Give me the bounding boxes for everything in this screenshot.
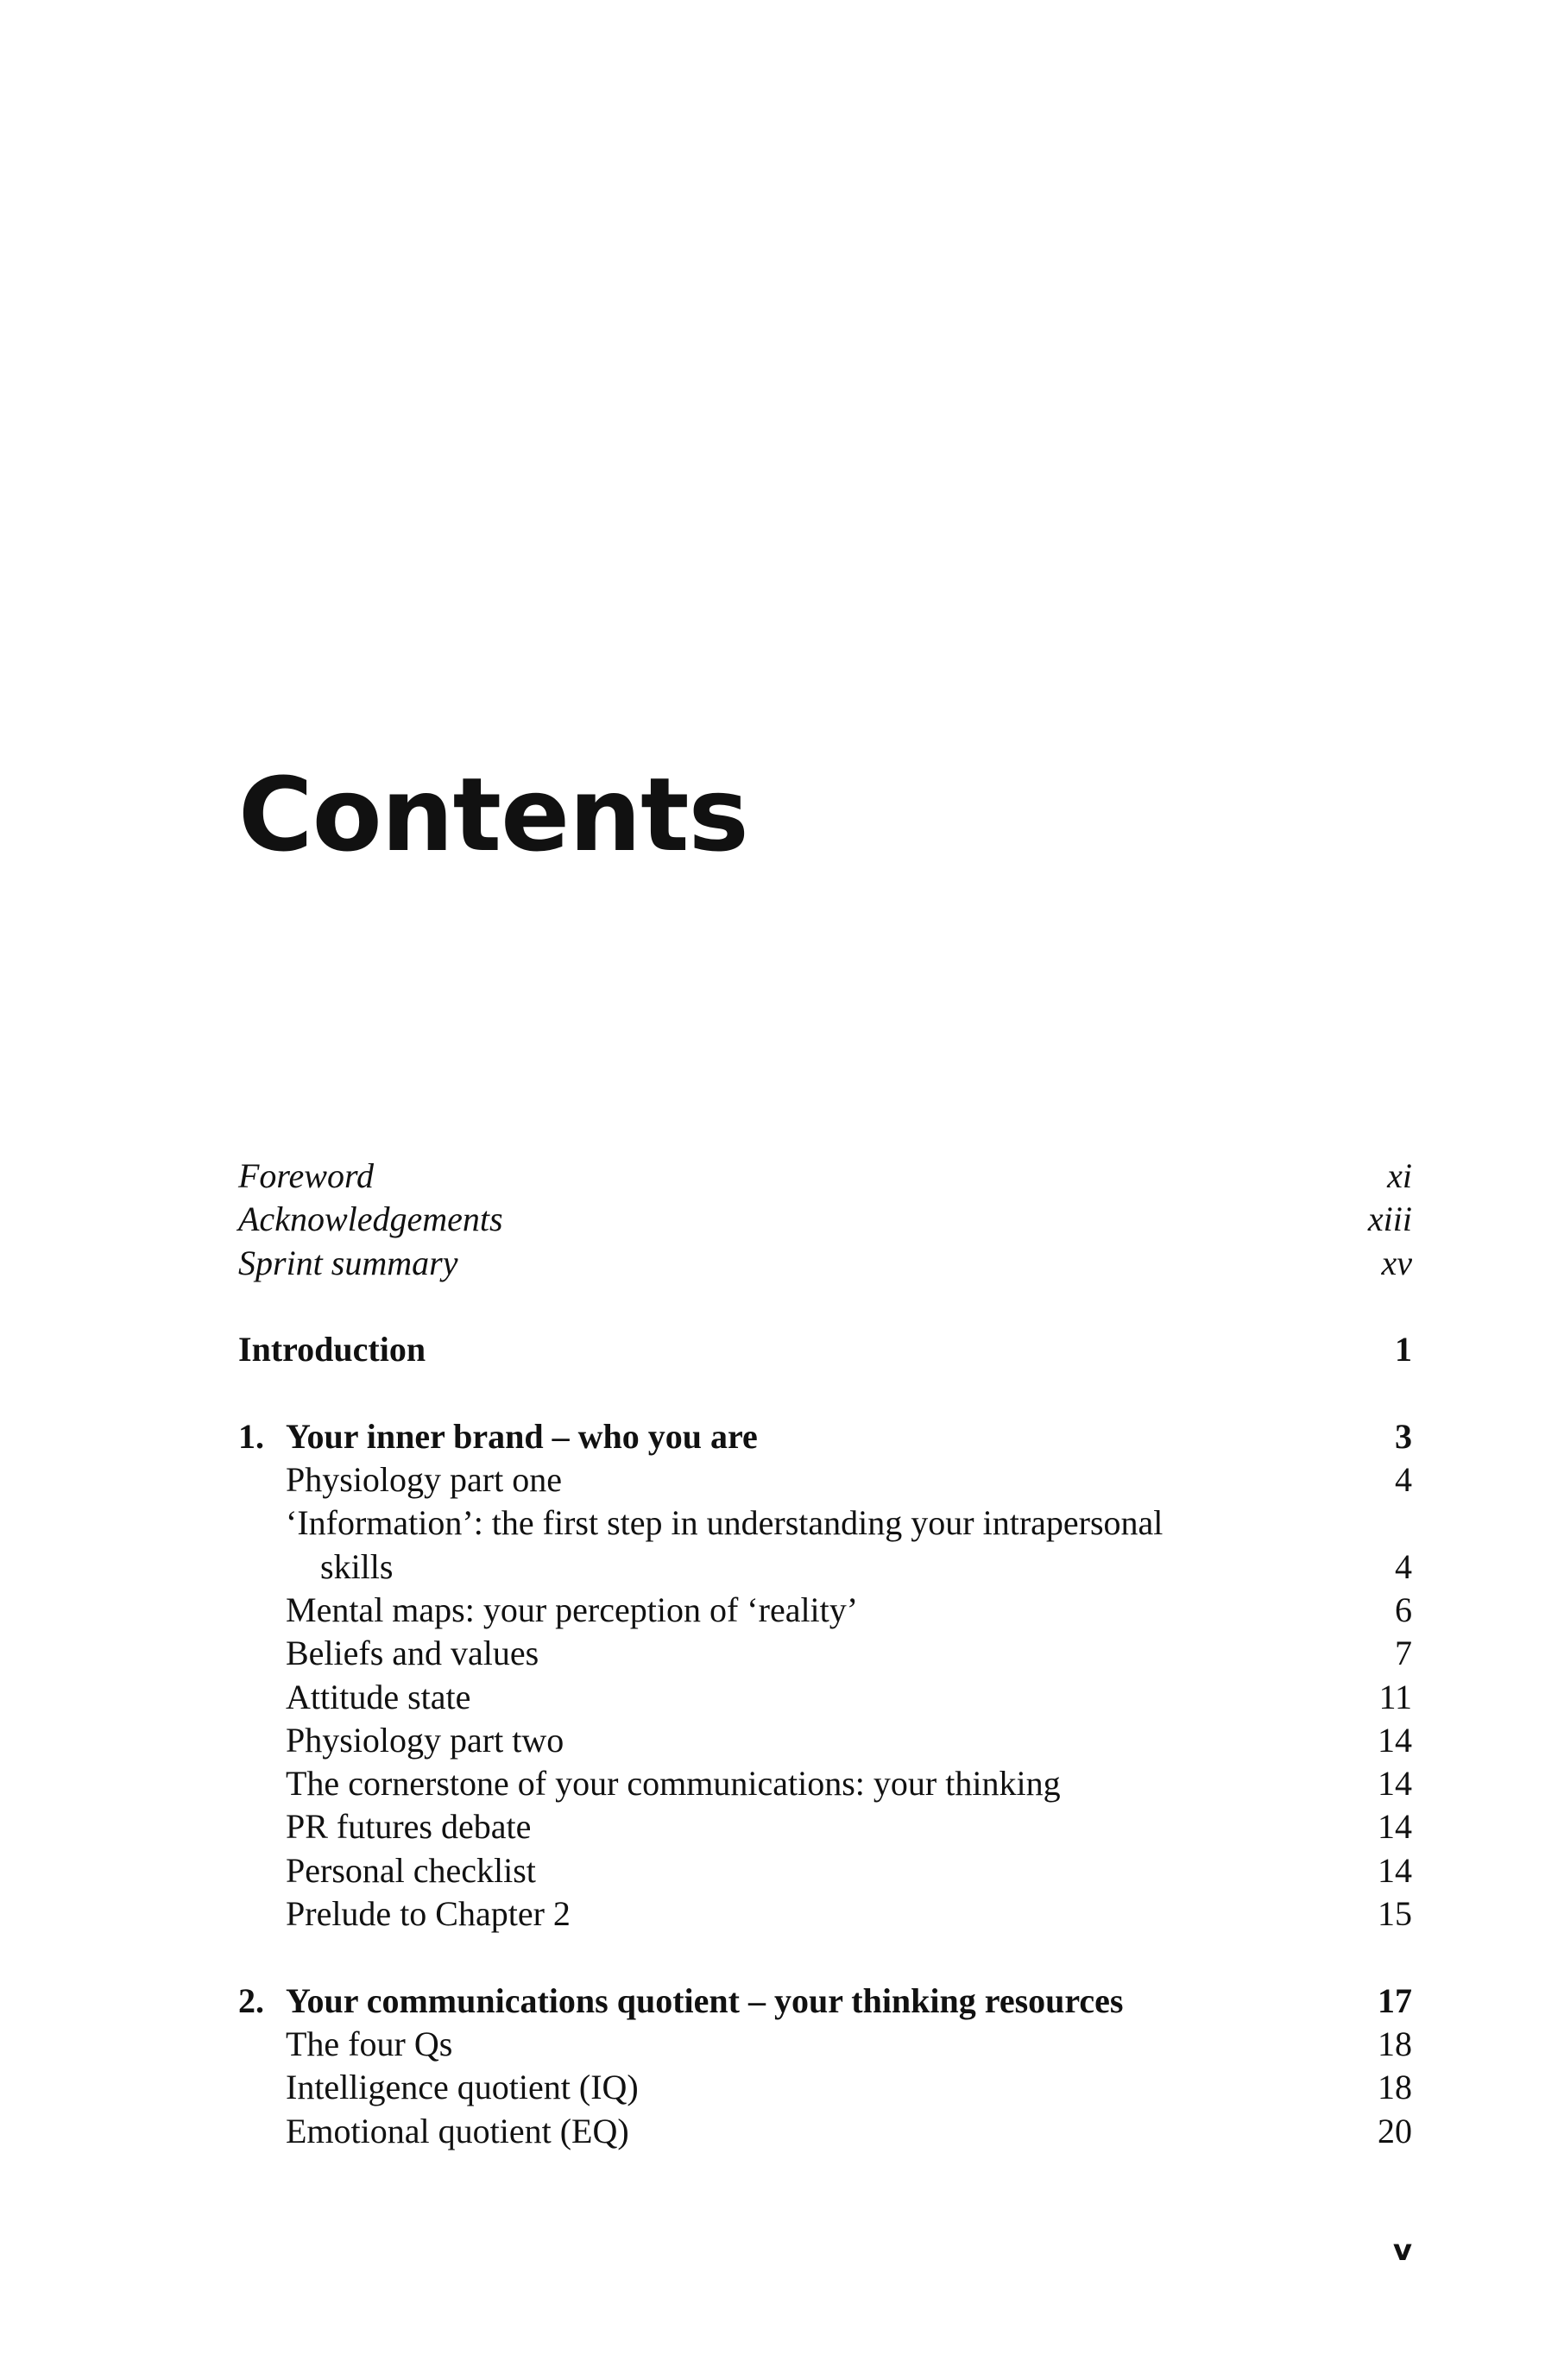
toc-section[interactable]: [238, 1676, 1412, 1719]
chapter-page: 3: [1395, 1416, 1412, 1456]
toc-section[interactable]: [238, 1719, 1412, 1762]
toc-entry-label: Introduction: [238, 1330, 426, 1369]
toc-section[interactable]: [238, 1502, 1412, 1545]
section-page: 14: [1378, 1850, 1412, 1890]
toc-section[interactable]: [238, 1632, 1412, 1675]
table-of-contents: [238, 1155, 1412, 2153]
section-title: Mental maps: your perception of ‘reality’: [286, 1590, 859, 1629]
section-page: 4: [1395, 1460, 1412, 1500]
section-title: Physiology part one: [286, 1460, 562, 1500]
section-page: 4: [1395, 1546, 1412, 1586]
chapter-number: 1.: [238, 1416, 264, 1456]
page-number: v: [1392, 2233, 1412, 2268]
spacer: [238, 1936, 1412, 1979]
section-page: 14: [1378, 1720, 1412, 1760]
toc-entry-sprint-summary[interactable]: [238, 1242, 1412, 1285]
chapter-title: Your communications quotient – your thinking resources: [286, 1980, 1124, 2020]
chapter-number: 2.: [238, 1980, 264, 2020]
toc-entry-label: Acknowledgements: [238, 1199, 503, 1239]
toc-section-continuation[interactable]: [238, 1546, 1412, 1589]
toc-section[interactable]: [238, 1458, 1412, 1502]
section-page: 20: [1378, 2111, 1412, 2150]
toc-entry-introduction[interactable]: [238, 1328, 1412, 1371]
toc-entry-label: Sprint summary: [238, 1243, 458, 1282]
section-page: 14: [1378, 1764, 1412, 1804]
toc-entry-page: xi: [1387, 1156, 1412, 1195]
page-title: Contents: [238, 755, 748, 874]
section-title: The cornerstone of your communications: your thinking: [286, 1764, 1061, 1804]
section-title: Intelligence quotient (IQ): [286, 2068, 639, 2107]
chapter-title: Your inner brand – who you are: [286, 1416, 758, 1456]
section-title: PR futures debate: [286, 1807, 532, 1847]
section-title: Beliefs and values: [286, 1634, 539, 1673]
spacer: [238, 1371, 1412, 1414]
toc-section[interactable]: [238, 1892, 1412, 1936]
toc-section[interactable]: [238, 1805, 1412, 1848]
section-title: Personal checklist: [286, 1850, 536, 1890]
toc-chapter-1[interactable]: [238, 1415, 1412, 1458]
chapter-page: 17: [1378, 1980, 1412, 2020]
toc-entry-page: xv: [1381, 1243, 1412, 1282]
toc-section[interactable]: [238, 1849, 1412, 1892]
section-page: 7: [1395, 1634, 1412, 1673]
section-title: The four Qs: [286, 2024, 453, 2063]
section-title: Attitude state: [286, 1677, 471, 1716]
toc-entry-foreword[interactable]: [238, 1155, 1412, 1198]
section-page: 18: [1378, 2068, 1412, 2107]
spacer: [238, 1285, 1412, 1328]
section-page: 11: [1378, 1677, 1412, 1716]
section-page: 6: [1395, 1590, 1412, 1629]
toc-section[interactable]: [238, 2110, 1412, 2153]
section-title: Prelude to Chapter 2: [286, 1894, 571, 1934]
section-page: 15: [1378, 1894, 1412, 1934]
toc-section[interactable]: [238, 1762, 1412, 1805]
section-page: 18: [1378, 2024, 1412, 2063]
toc-section[interactable]: [238, 1589, 1412, 1632]
section-title: skills: [320, 1546, 394, 1586]
toc-section[interactable]: [238, 2023, 1412, 2066]
toc-entry-acknowledgements[interactable]: [238, 1198, 1412, 1241]
toc-entry-label: Foreword: [238, 1156, 375, 1195]
section-title: ‘Information’: the first step in understanding your intrapersonal: [286, 1503, 1164, 1543]
section-title: Emotional quotient (EQ): [286, 2111, 629, 2150]
toc-section[interactable]: [238, 2066, 1412, 2109]
toc-entry-page: 1: [1395, 1330, 1412, 1369]
section-page: 14: [1378, 1807, 1412, 1847]
section-title: Physiology part two: [286, 1720, 564, 1760]
toc-chapter-2[interactable]: [238, 1980, 1412, 2023]
toc-entry-page: xiii: [1367, 1199, 1412, 1239]
